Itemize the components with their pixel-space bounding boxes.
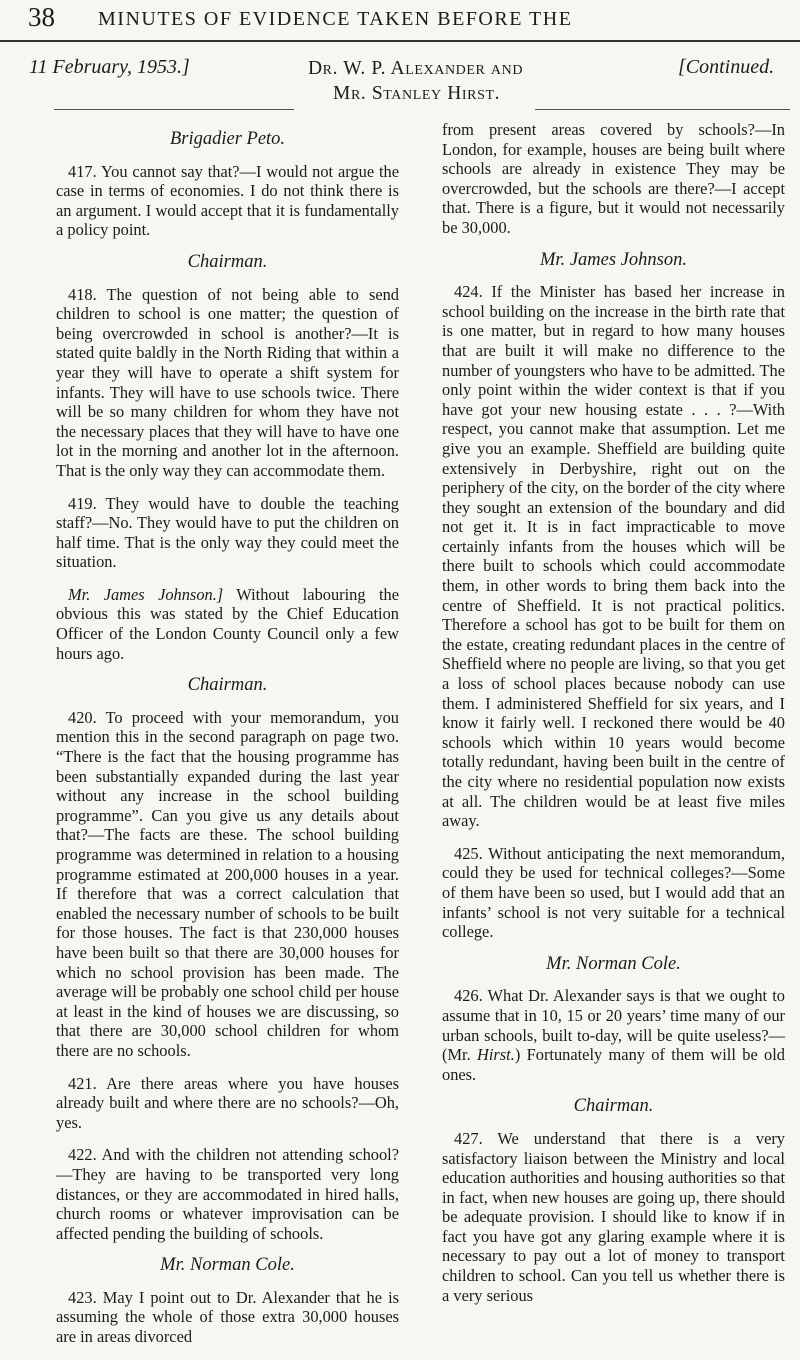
question-418: 418. The question of not being able to send children to school is one matter; the question of being overcrowded in school is another?—It is stated quite baldly in the North Riding that within a year they will have to operate a shift system for infants. They will have to use schools twice. There will be so many children for whom they have not the necessary places that they will have to have one lot in the morning and another lot in the afternoon. That is the only way they can accommodate them. bbox=[56, 284, 399, 480]
left-column-rule bbox=[54, 109, 294, 110]
question-424: 424. If the Minister has based her increase in school building on the increase in the birth rate that is one matter, but in regard to how many houses that are built it will make no difference to the number of youngsters who have to be admitted. The only point within the wider context is that if you have got your new housing estate . . . ?—With respect, you cannot make that assumption. Let me give you an example. Sheffield are building quite extensively in Derbyshire, right out on the periphery of the city, on the border of the city where they sought an extension of the boundary and did not get it. It is in fact impracticable to move certainly infants from the houses which will be there built to schools which could accommodate them, in other words to bring them back into the centre of Sheffield. It is not practical politics. Therefore a school has got to be built for them on the estate, creating redundant places in the centre of Sheffield where no people are living, so that you get a loss of school places because nobody can use them. I administered Sheffield for six years, and I know it fairly well. I reckoned there would be 40 schools which within 10 years would become totally redundant, having been built in the centre of the city where no residential population now exists at all. The children would be at least five miles away. bbox=[442, 282, 785, 831]
speaker-heading: Chairman. bbox=[187, 251, 268, 272]
interjection-text: Without labouring the obvious this was stated by the Chief Education Officer of the London County Council only a few hours ago. bbox=[56, 584, 399, 663]
question-419: 419. They would have to double the teaching staff?—No. They would have to put the children on half time. That is the only way they could meet the situation. bbox=[56, 493, 399, 572]
speaker-heading: Mr. Norman Cole. bbox=[546, 953, 681, 974]
page-header bbox=[0, 0, 800, 120]
speaker-hirst: Hirst. bbox=[477, 1045, 515, 1065]
speaker-heading: Chairman. bbox=[573, 1096, 654, 1117]
witness-names bbox=[308, 56, 523, 106]
witness-line-1: Dr. W. P. Alexander and bbox=[308, 58, 524, 79]
interjection-speaker: Mr. James Johnson.] bbox=[68, 584, 224, 604]
sitting-date: 11 February, 1953.] bbox=[29, 56, 190, 78]
question-427: 427. We understand that there is a very satisfactory liaison between the Ministry and local education authorities and housing authorities so that in fact, when new houses are going up, there should be adequate provision. I should like to know if in fact you have got any glaring example where it is necessary to pay out a lot of money to transport children to school. Can you tell us whether there is a very serious bbox=[442, 1128, 785, 1305]
question-421: 421. Are there areas where you have houses already built and where there are no schools?—Oh, yes. bbox=[56, 1073, 399, 1132]
question-420: 420. To proceed with your memorandum, you mention this in the second paragraph on page two. “There is the fact that the housing programme has been substantially expanded during the last year without any increase in the school building programme”. Can you give us any details about that?—The facts are these. The school building programme was determined in relation to a housing programme estimated at 200,000 houses in a year. If therefore that was a correct calculation that enabled the necessary number of schools to be built for those houses. The fact is that 230,000 houses have been built so that there are 30,000 houses for which no school provision has been made. The average will be probably one school child per house at least in the kind of houses we are discussing, so that there are 30,000 school children for whom there are no schools. bbox=[56, 707, 399, 1060]
speaker-heading: Chairman. bbox=[187, 675, 268, 696]
question-425: 425. Without anticipating the next memorandum, could they be used for technical colleges?—Some of them have been so used, but I would add that an infants’ school is not very suitable for a technical college. bbox=[442, 843, 785, 942]
header-rule bbox=[0, 40, 800, 42]
running-title: MINUTES OF EVIDENCE TAKEN BEFORE THE bbox=[98, 8, 573, 30]
speaker-heading: Mr. Norman Cole. bbox=[160, 1255, 295, 1276]
question-417: 417. You cannot say that?—I would not argue the case in terms of economies. I do not think there is an argument. I would accept that it is fundamentally a policy point. bbox=[56, 161, 399, 240]
right-column bbox=[442, 120, 785, 1318]
witness-line-2: Mr. Stanley Hirst. bbox=[333, 83, 501, 104]
question-426 bbox=[442, 986, 785, 1084]
speaker-heading: Brigadier Peto. bbox=[169, 129, 286, 149]
right-column-rule bbox=[535, 109, 790, 110]
question-426-text: 426. What Dr. Alexander says is that we ought to assume that in 10, 15 or 20 years’ time many of our urban schools, built to-day, will be quite useless?—(Mr. bbox=[442, 986, 785, 1065]
continued-label: [Continued. bbox=[678, 56, 775, 78]
left-column bbox=[56, 120, 399, 1360]
question-423-continued: from present areas covered by schools?—In London, for example, houses are being built where schools are already in existence They may be overcrowded, but the schools are there?—I accept that. There is a figure, but it would not necessarily be 30,000. bbox=[442, 120, 785, 237]
interjection-johnson bbox=[56, 585, 399, 663]
question-422: 422. And with the children not attending school?—They are having to be transported very long distances, or they are accommodated in hired halls, church rooms or whatever improvisation can be affected pending the building of schools. bbox=[56, 1145, 399, 1243]
speaker-heading: Mr. James Johnson. bbox=[540, 249, 687, 270]
question-423: 423. May I point out to Dr. Alexander that he is assuming the whole of those extra 30,000 houses are in areas divorced bbox=[56, 1287, 399, 1347]
question-426-answer: ) Fortunately many of them will be old ones. bbox=[442, 1045, 786, 1084]
page-number: 38 bbox=[28, 2, 55, 32]
